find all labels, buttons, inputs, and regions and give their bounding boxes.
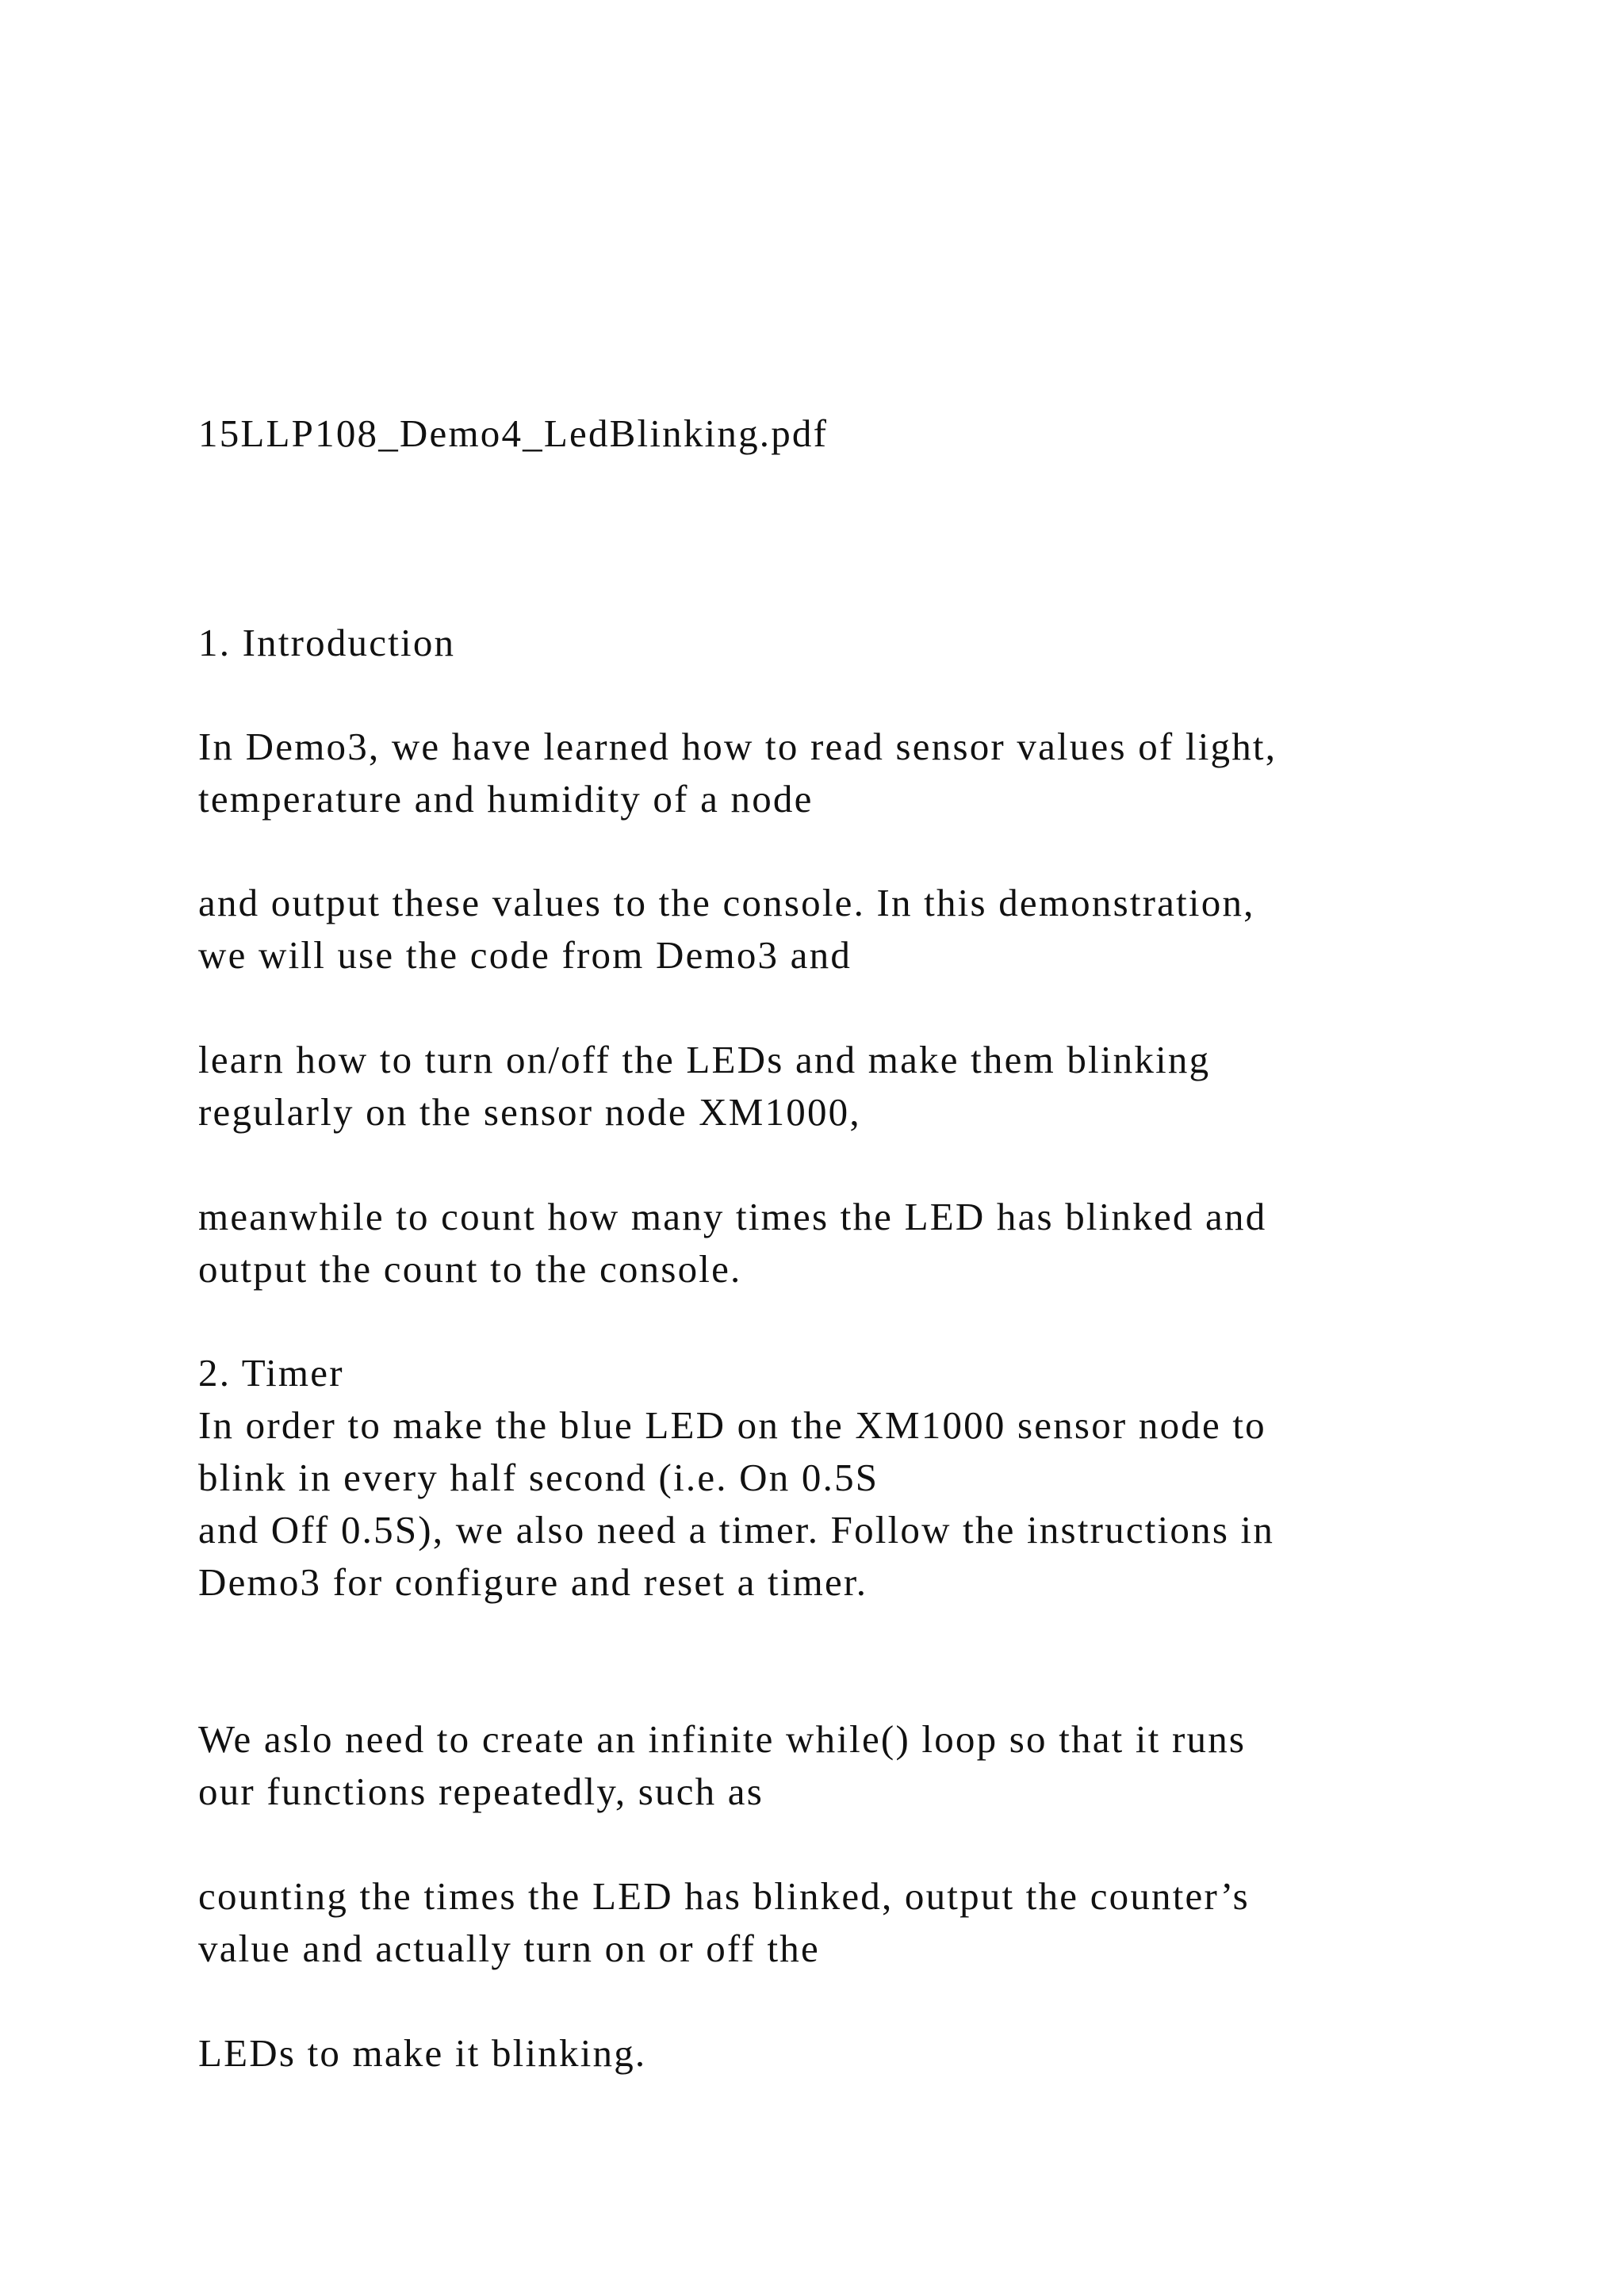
text-line: blink in every half second (i.e. On 0.5S xyxy=(198,1456,879,1499)
text-line: counting the times the LED has blinked, output the counter’s xyxy=(198,1874,1250,1918)
text-line: output the count to the console. xyxy=(198,1247,742,1291)
text-line: Demo3 for configure and reset a timer. xyxy=(198,1560,868,1604)
text-line: We aslo need to create an infinite while() loop so that it runs xyxy=(198,1717,1247,1761)
text-line: we will use the code from Demo3 and xyxy=(198,933,852,977)
text-line: In Demo3, we have learned how to read sensor values of light, xyxy=(198,725,1277,768)
text-line: temperature and humidity of a node xyxy=(198,777,814,821)
text-line: meanwhile to count how many times the LED has blinked and xyxy=(198,1195,1267,1238)
section-heading-timer: 2. Timer xyxy=(198,1351,344,1395)
text-line: and Off 0.5S), we also need a timer. Follow the instructions in xyxy=(198,1508,1275,1552)
text-line: value and actually turn on or off the xyxy=(198,1927,820,1970)
text-line: LEDs to make it blinking. xyxy=(198,2031,647,2075)
text-line: learn how to turn on/off the LEDs and make them blinking xyxy=(198,1038,1211,1081)
text-line: our functions repeatedly, such as xyxy=(198,1770,764,1813)
text-line: In order to make the blue LED on the XM1000 sensor node to xyxy=(198,1403,1266,1447)
document-filename: 15LLP108_Demo4_LedBlinking.pdf xyxy=(198,411,829,455)
section-heading-introduction: 1. Introduction xyxy=(198,621,456,664)
text-line: and output these values to the console. In this demonstration, xyxy=(198,881,1255,924)
text-line: regularly on the sensor node XM1000, xyxy=(198,1090,861,1134)
